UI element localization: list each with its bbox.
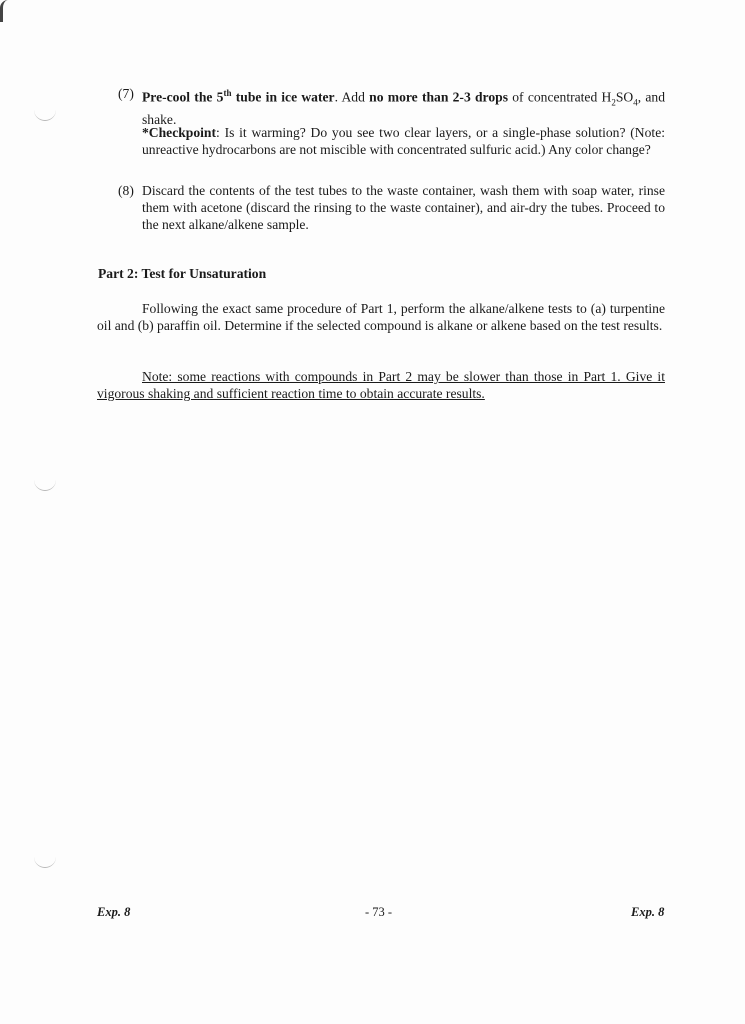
step-7-bold-text: tube in ice water [231, 89, 335, 105]
step-7-bold-text: Pre-cool the 5 [142, 89, 224, 105]
checkpoint-label: *Checkpoint [142, 125, 217, 140]
checkpoint-text [142, 124, 665, 158]
footer-right: Exp. 8 [631, 905, 665, 919]
punch-hole-mark [34, 478, 56, 491]
section-heading: Part 2: Test for Unsaturation [98, 266, 267, 281]
page-corner-mark [0, 0, 11, 22]
step-7-text-part: of concentrated H [508, 89, 612, 105]
step-8-number: (8) [118, 183, 134, 198]
footer-left: Exp. 8 [97, 905, 131, 919]
page-number: - 73 - [365, 905, 393, 919]
checkpoint-body: : Is it warming? Do you see two clear layers, or a single-phase solution? (Note: unreactive hydrocarbons are not miscible with concentrated sulfuric acid.) Any color change? [142, 125, 665, 157]
step-8-text: Discard the contents of the test tubes to the waste container, wash them with soap water, rinse them with acetone (discard the rinsing to the waste container), and air-dry the tubes. Proceed to the next alkane/alkene sample. [142, 183, 665, 232]
part2-note: Note: some reactions with compounds in Part 2 may be slower than those in Part 1. Give it vigorous shaking and sufficient reaction time to obtain accurate results. [97, 369, 665, 401]
step-7-text-part: . Add [334, 89, 370, 105]
punch-hole-mark [34, 108, 56, 121]
step-7-subscript: 2 [611, 97, 616, 108]
step-7-text-part: SO [615, 89, 634, 105]
punch-hole-mark [34, 855, 56, 868]
step-7-number: (7) [118, 86, 134, 101]
part2-paragraph: Following the exact same procedure of Part 1, perform the alkane/alkene tests to (a) turpentine oil and (b) paraffin oil. Determine if the selected compound is alkane or alkene based on the test results. [97, 301, 665, 333]
step-7-subscript: 4 [633, 97, 638, 108]
step-7-text-part: , and shake. [142, 89, 665, 128]
step-7-superscript: th [223, 88, 232, 98]
step-7-text [142, 85, 665, 128]
step-7-bold-text: no more than 2-3 drops [369, 89, 508, 105]
